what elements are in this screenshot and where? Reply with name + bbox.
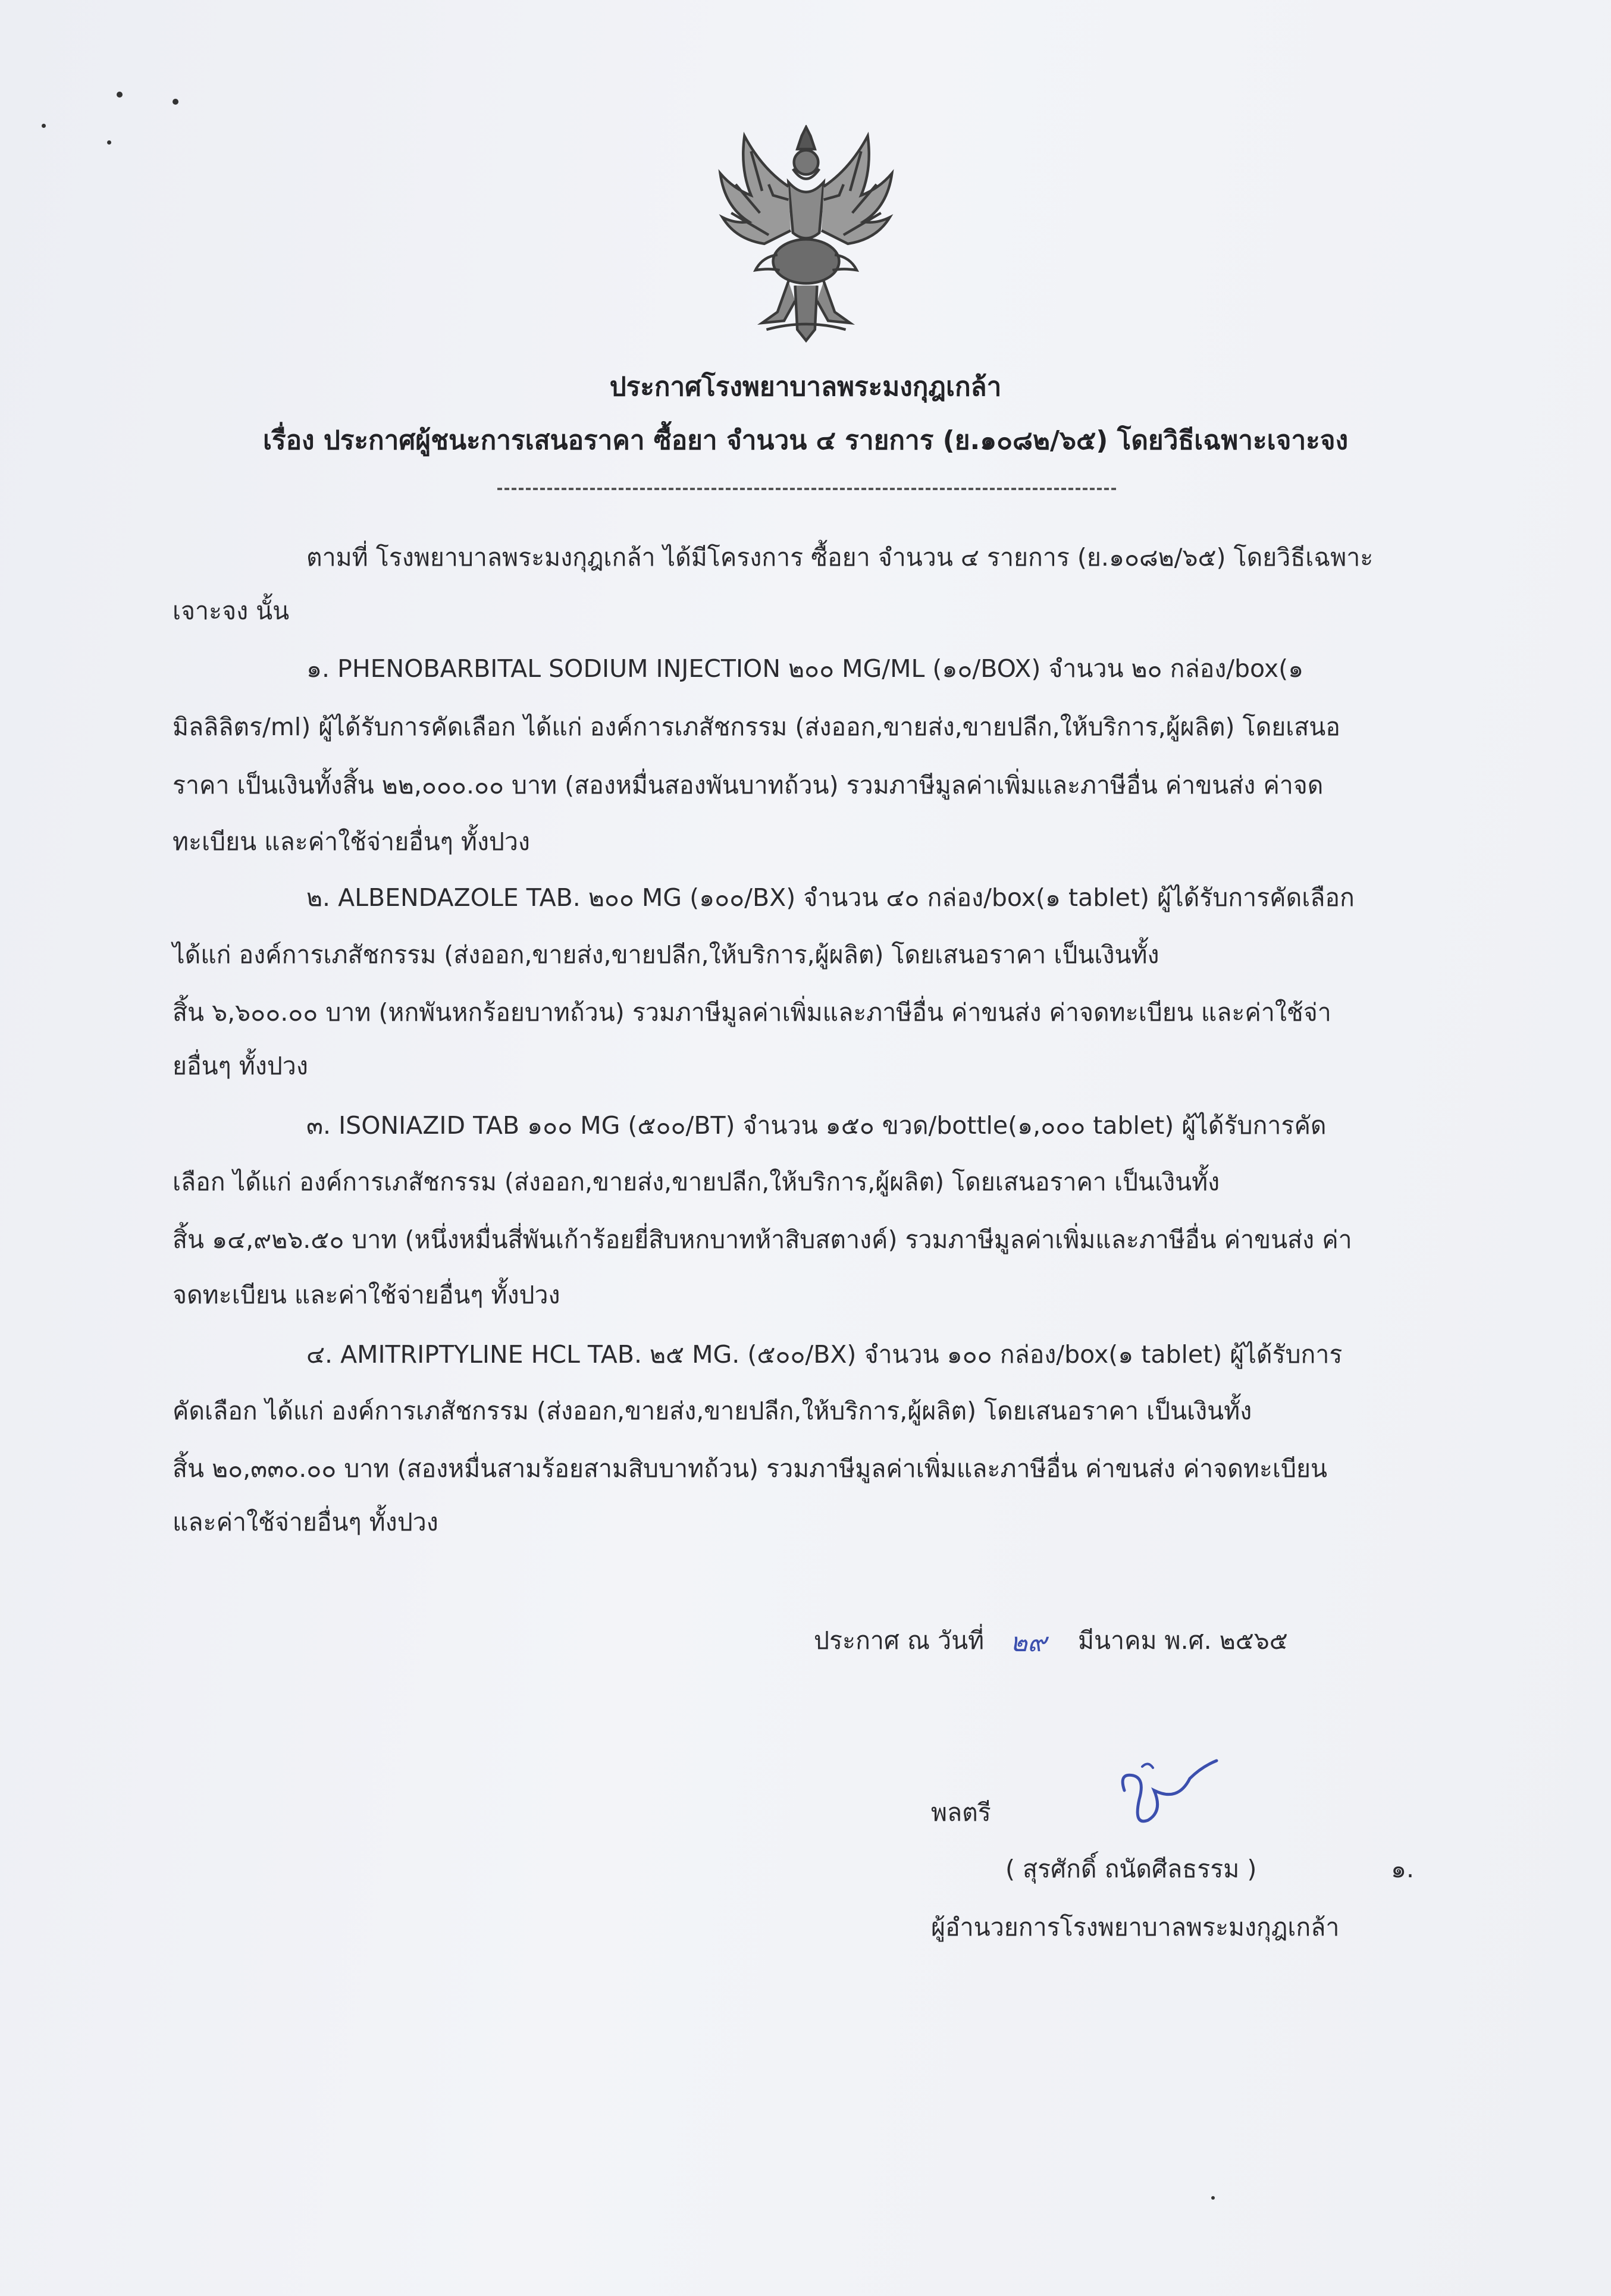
signer-rank: พลตรี xyxy=(931,1798,991,1827)
item-2-line-4: ยอื่นๆ ทั้งปวง xyxy=(173,1052,308,1080)
item-4-line-1: ๔. AMITRIPTYLINE HCL TAB. ๒๕ MG. (๕๐๐/BX) จำนวน ๑๐๐ กล่อง/box(๑ tablet) ผู้ได้รับการ xyxy=(306,1340,1343,1369)
item-4-line-4: และค่าใช้จ่ายอื่นๆ ทั้งปวง xyxy=(173,1508,438,1536)
signer-name: ( สุรศักดิ์ ถนัดศีลธรรม ) xyxy=(1005,1855,1257,1883)
handwritten-signature xyxy=(1107,1755,1226,1838)
separator-line xyxy=(497,488,1116,490)
handwritten-day: ๒๙ xyxy=(1010,1627,1047,1658)
garuda-emblem-icon xyxy=(696,125,916,345)
item-3-line-1: ๓. ISONIAZID TAB ๑๐๐ MG (๕๐๐/BT) จำนวน ๑๕๐ ขวด/bottle(๑,๐๐๐ tablet) ผู้ได้รับการคัด xyxy=(306,1111,1327,1140)
item-1-line-1: ๑. PHENOBARBITAL SODIUM INJECTION ๒๐๐ MG/ML (๑๐/BOX) จำนวน ๒๐ กล่อง/box(๑ xyxy=(306,654,1304,683)
item-1-line-4: ทะเบียน และค่าใช้จ่ายอื่นๆ ทั้งปวง xyxy=(173,827,530,856)
speck xyxy=(107,140,111,145)
intro-line-1: ตามที่ โรงพยาบาลพระมงกุฎเกล้า ได้มีโครงการ ซื้อยา จำนวน ๔ รายการ (ย.๑๐๘๒/๖๕) โดยวิธีเฉพาะ xyxy=(306,543,1374,572)
item-2-line-3: สิ้น ๖,๖๐๐.๐๐ บาท (หกพันหกร้อยบาทถ้วน) รวมภาษีมูลค่าเพิ่มและภาษีอื่น ค่าขนส่ง ค่าจดทะเบียน และค่าใช้จ่า xyxy=(173,998,1331,1027)
item-2-line-2: ได้แก่ องค์การเภสัชกรรม (ส่งออก,ขายส่ง,ขายปลีก,ให้บริการ,ผู้ผลิต) โดยเสนอราคา เป็นเงินทั้ง xyxy=(173,940,1159,969)
speck xyxy=(173,99,178,105)
page-title: ประกาศโรงพยาบาลพระมงกุฎเกล้า xyxy=(609,372,1002,402)
item-3-line-4: จดทะเบียน และค่าใช้จ่ายอื่นๆ ทั้งปวง xyxy=(173,1281,560,1309)
speck xyxy=(1211,2196,1215,2200)
speck xyxy=(117,92,123,98)
item-3-line-3: สิ้น ๑๔,๙๒๖.๕๐ บาท (หนึ่งหมื่นสี่พันเก้าร้อยยี่สิบหกบาทห้าสิบสตางค์) รวมภาษีมูลค่าเพิ่มและภาษีอื่น ค่าขนส่ง ค่า xyxy=(173,1225,1352,1254)
item-1-line-3: ราคา เป็นเงินทั้งสิ้น ๒๒,๐๐๐.๐๐ บาท (สองหมื่นสองพันบาทถ้วน) รวมภาษีมูลค่าเพิ่มและภาษีอื่น ค่าขนส่ง ค่าจด xyxy=(173,771,1324,799)
subject-line: เรื่อง ประกาศผู้ชนะการเสนอราคา ซื้อยา จำนวน ๔ รายการ (ย.๑๐๘๒/๖๕) โดยวิธีเฉพาะเจาะจง xyxy=(262,425,1349,456)
item-1-line-2: มิลลิลิตร/ml) ผู้ได้รับการคัดเลือก ได้แก่ องค์การเภสัชกรรม (ส่งออก,ขายส่ง,ขายปลีก,ให้บริการ,ผู้ผลิต) โดยเสนอ xyxy=(173,713,1340,741)
speck xyxy=(42,124,46,128)
margin-mark: ๑. xyxy=(1391,1855,1415,1883)
item-4-line-3: สิ้น ๒๐,๓๓๐.๐๐ บาท (สองหมื่นสามร้อยสามสิบบาทถ้วน) รวมภาษีมูลค่าเพิ่มและภาษีอื่น ค่าขนส่ง ค่าจดทะเบียน xyxy=(173,1454,1328,1483)
item-3-line-2: เลือก ได้แก่ องค์การเภสัชกรรม (ส่งออก,ขายส่ง,ขายปลีก,ให้บริการ,ผู้ผลิต) โดยเสนอราคา เป็นเงินทั้ง xyxy=(173,1168,1220,1196)
intro-line-2: เจาะจง นั้น xyxy=(173,597,290,625)
date-month-year: มีนาคม พ.ศ. ๒๕๖๕ xyxy=(1078,1626,1288,1655)
date-prefix: ประกาศ ณ วันที่ xyxy=(814,1626,985,1655)
item-4-line-2: คัดเลือก ได้แก่ องค์การเภสัชกรรม (ส่งออก,ขายส่ง,ขายปลีก,ให้บริการ,ผู้ผลิต) โดยเสนอราคา เป็นเงินทั้ง xyxy=(173,1397,1252,1425)
signer-position: ผู้อำนวยการโรงพยาบาลพระมงกุฎเกล้า xyxy=(931,1913,1340,1941)
item-2-line-1: ๒. ALBENDAZOLE TAB. ๒๐๐ MG (๑๐๐/BX) จำนวน ๔๐ กล่อง/box(๑ tablet) ผู้ได้รับการคัดเลือก xyxy=(306,883,1355,912)
